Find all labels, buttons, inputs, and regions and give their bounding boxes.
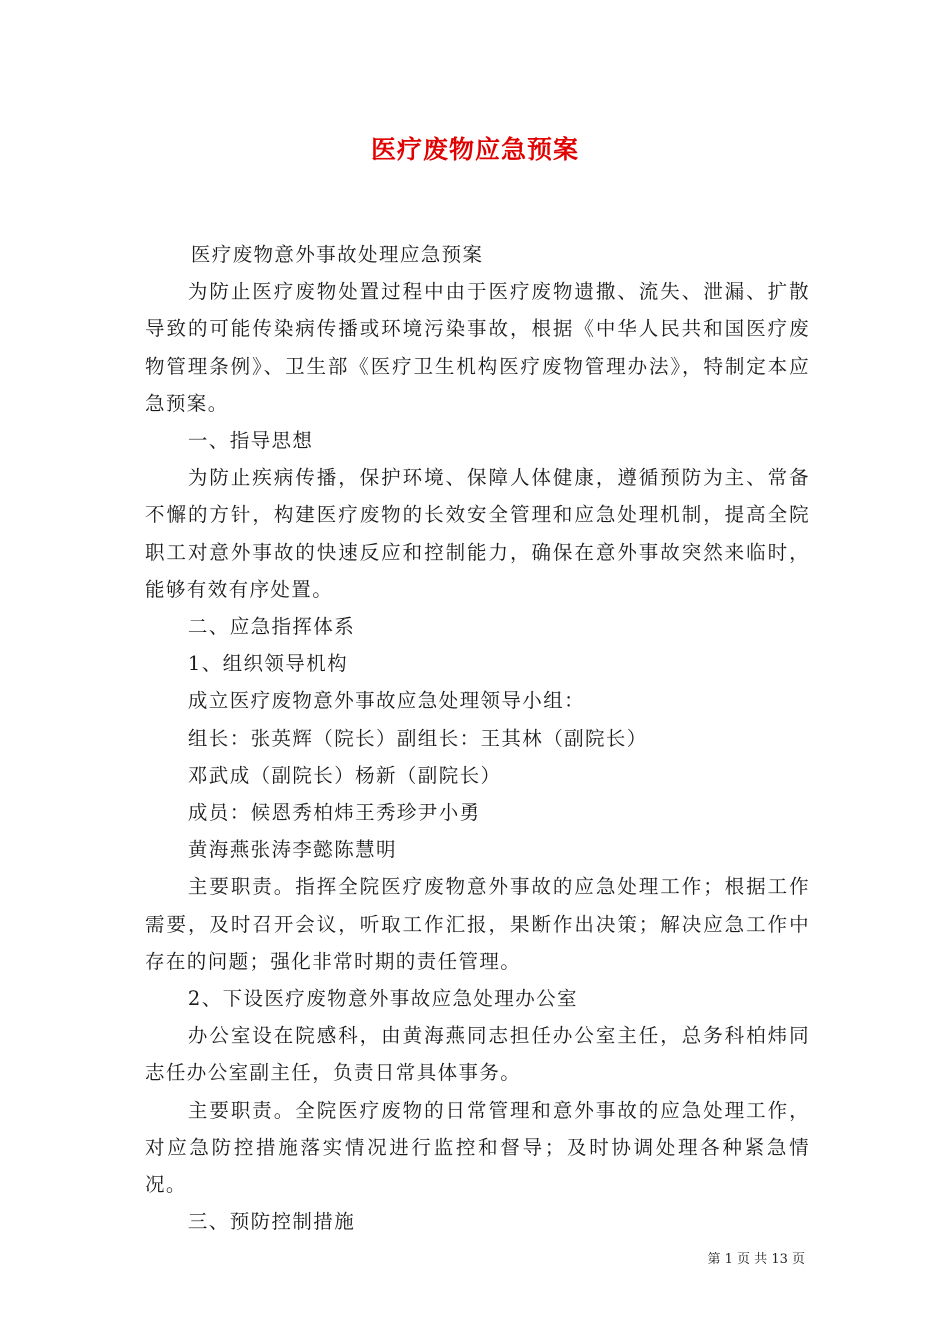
paragraph-group-leaders: 组长：张英辉（院长）副组长：王其林（副院长） bbox=[187, 726, 648, 750]
subsection-heading-1: 1、组织领导机构 bbox=[187, 652, 348, 676]
page-number: 第 1 页 共 13 页 bbox=[707, 1252, 805, 1267]
paragraph-members-1: 成员：候恩秀柏炜王秀珍尹小勇 bbox=[187, 801, 481, 825]
paragraph-subtitle: 医疗废物意外事故处理应急预案 bbox=[190, 243, 484, 266]
document-body bbox=[145, 236, 810, 1240]
paragraph-office-duties: 主要职责。全院医疗废物的日常管理和意外事故的应急处理工作，对应急防控措施落实情况进行监控和督导；及时协调处理各种紧急情况。 bbox=[145, 1098, 810, 1197]
paragraph-leader-duties: 主要职责。指挥全院医疗废物意外事故的应急处理工作；根据工作需要，及时召开会议，听取工作汇报，果断作出决策；解决应急工作中存在的问题；强化非常时期的责任管理。 bbox=[145, 875, 810, 973]
section-heading-1: 一、指导思想 bbox=[187, 429, 314, 453]
paragraph-leading-group: 成立医疗废物意外事故应急处理领导小组： bbox=[187, 689, 585, 713]
paragraph-deputy-leaders: 邓武成（副院长）杨新（副院长） bbox=[187, 763, 502, 787]
document-title: 医疗废物应急预案 bbox=[370, 135, 579, 164]
subsection-heading-2: 2、下设医疗废物意外事故应急处理办公室 bbox=[187, 987, 578, 1011]
paragraph-intro: 为防止医疗废物处置过程中由于医疗废物遗撒、流失、泄漏、扩散导致的可能传染病传播或环境污染事故，根据《中华人民共和国医疗废物管理条例》、卫生部《医疗卫生机构医疗废物管理办法》，特制定本应急预案。 bbox=[145, 280, 810, 415]
paragraph-members-2: 黄海燕张涛李懿陈慧明 bbox=[187, 838, 397, 862]
paragraph-guiding-idea: 为防止疾病传播，保护环境、保障人体健康，遵循预防为主、常备不懈的方针，构建医疗废物的长效安全管理和应急处理机制，提高全院职工对意外事故的快速反应和控制能力，确保在意外事故突然来临时，能够有效有序处置。 bbox=[145, 466, 810, 601]
paragraph-office: 办公室设在院感科，由黄海燕同志担任办公室主任，总务科柏炜同志任办公室副主任，负责日常具体事务。 bbox=[145, 1024, 810, 1085]
section-heading-3: 三、预防控制措施 bbox=[187, 1210, 356, 1234]
section-heading-2: 二、应急指挥体系 bbox=[187, 615, 356, 639]
